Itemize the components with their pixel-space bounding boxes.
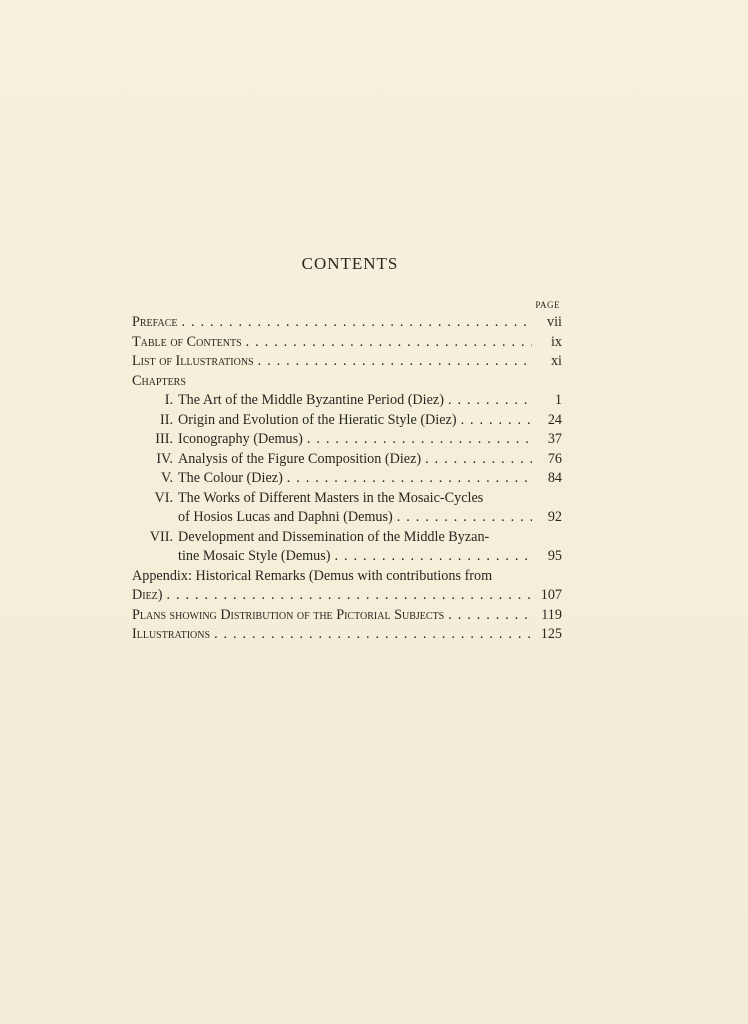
- chapter-number: VII.: [149, 528, 173, 545]
- toc-entry-label: List of Illustrations: [132, 353, 254, 369]
- toc-entry-label: Table of Contents: [132, 333, 242, 350]
- chapter-number: IV.: [156, 450, 173, 467]
- dot-leader: [242, 334, 532, 351]
- toc-entry-label: Illustrations: [132, 626, 211, 642]
- toc-entry-chapter-3[interactable]: [132, 431, 562, 451]
- appendix-title: Appendix: Historical Remarks (Demus with contributions from: [132, 567, 493, 584]
- page-column-heading: PAGE: [535, 300, 560, 310]
- appendix-title-continued: Diez): [132, 587, 163, 603]
- toc-entry-page: 119: [541, 606, 562, 623]
- toc-entry-page: xi: [550, 353, 562, 369]
- dot-leader: [444, 607, 532, 624]
- page-title: CONTENTS: [301, 254, 399, 273]
- toc-entry-chapter-5[interactable]: [132, 470, 562, 490]
- toc-entry-chapter-6-line-2[interactable]: [132, 509, 562, 529]
- table-of-contents: [132, 300, 562, 646]
- toc-entry-page: 76: [547, 450, 562, 467]
- toc-entry-table-of-contents[interactable]: [132, 334, 562, 354]
- toc-entry-page: 84: [547, 470, 562, 486]
- dot-leader: [210, 626, 532, 643]
- toc-entry-chapter-7-line-2[interactable]: [132, 548, 562, 568]
- chapter-number: V.: [161, 470, 173, 486]
- dot-leader: [421, 451, 532, 468]
- chapter-title: Development and Dissemination of the Middle Byzan-: [178, 528, 490, 545]
- chapter-title: Iconography (Demus): [178, 431, 303, 447]
- chapter-title-continued: tine Mosaic Style (Demus): [178, 548, 331, 564]
- dot-leader: [457, 412, 532, 429]
- chapter-number: I.: [164, 392, 173, 408]
- dot-leader: [393, 509, 532, 526]
- dot-leader: [254, 353, 532, 370]
- chapters-heading-label: Chapters: [132, 372, 186, 389]
- chapter-number: II.: [160, 411, 173, 428]
- toc-entry-page: 1: [554, 392, 562, 408]
- toc-entry-list-of-illustrations[interactable]: [132, 353, 562, 373]
- dot-leader: [331, 548, 533, 565]
- chapter-title: Origin and Evolution of the Hieratic Style (Diez): [178, 411, 457, 428]
- toc-entry-chapter-7-line-1[interactable]: [132, 529, 562, 549]
- chapter-title: The Works of Different Masters in the Mosaic-Cycles: [178, 489, 484, 506]
- toc-entry-page: vii: [547, 314, 562, 330]
- toc-entry-label: Preface: [132, 314, 178, 330]
- toc-entry-appendix-line-2[interactable]: [132, 587, 562, 607]
- chapter-number: VI.: [154, 489, 173, 506]
- toc-entry-label: Plans showing Distribution of the Pictorial Subjects: [132, 606, 445, 623]
- dot-leader: [444, 392, 532, 409]
- toc-entry-chapter-2[interactable]: [132, 412, 562, 432]
- dot-leader: [163, 587, 532, 604]
- toc-entry-page: 24: [547, 411, 562, 428]
- toc-entry-chapter-6-line-1[interactable]: [132, 490, 562, 510]
- chapters-heading: [132, 373, 562, 393]
- toc-entry-plans[interactable]: [132, 607, 562, 627]
- toc-entry-page: 92: [547, 509, 562, 525]
- toc-entry-page: 125: [540, 626, 562, 642]
- dot-leader: [303, 431, 532, 448]
- chapter-title: The Colour (Diez): [178, 470, 283, 486]
- toc-entry-chapter-4[interactable]: [132, 451, 562, 471]
- chapter-number: III.: [155, 431, 173, 447]
- chapter-title-continued: of Hosios Lucas and Daphni (Demus): [178, 509, 393, 525]
- toc-entry-page: 107: [540, 587, 562, 603]
- toc-entry-preface[interactable]: [132, 314, 562, 334]
- toc-entry-illustrations[interactable]: [132, 626, 562, 646]
- dot-leader: [178, 314, 533, 331]
- toc-entry-page: 95: [547, 548, 562, 564]
- toc-entry-page: ix: [550, 333, 562, 350]
- chapter-title: Analysis of the Figure Composition (Diez): [178, 450, 422, 467]
- dot-leader: [283, 470, 532, 487]
- toc-entry-chapter-1[interactable]: [132, 392, 562, 412]
- toc-entry-appendix-line-1[interactable]: [132, 568, 562, 588]
- toc-entry-page: 37: [547, 431, 562, 447]
- chapter-title: The Art of the Middle Byzantine Period (Diez): [178, 392, 444, 408]
